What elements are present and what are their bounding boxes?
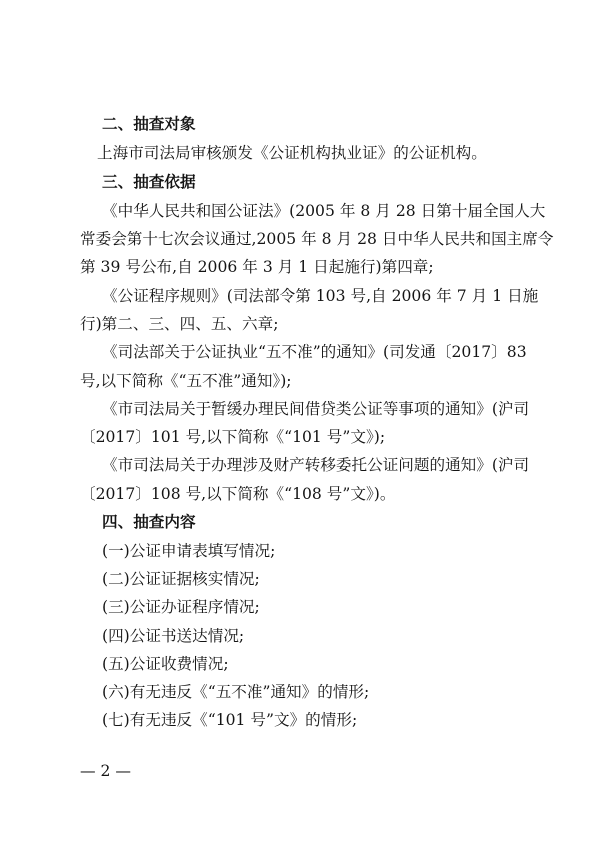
basis-line: 〔2017〕108 号,以下简称《“108 号”文》)。 bbox=[80, 485, 396, 503]
basis-line: 《中华人民共和国公证法》(2005 年 8 月 28 日第十届全国人大 bbox=[102, 202, 546, 220]
section-3-heading: 三、抽查依据 bbox=[102, 173, 196, 191]
basis-line: 常委会第十七次会议通过,2005 年 8 月 28 日中华人民共和国主席令 bbox=[80, 230, 554, 248]
basis-line: 《公证程序规则》(司法部令第 103 号,自 2006 年 7 月 1 日施 bbox=[102, 287, 539, 305]
content-item: (四)公证书送达情况; bbox=[102, 627, 245, 645]
content-item: (七)有无违反《“101 号”文》的情形; bbox=[102, 711, 358, 729]
basis-line: 《司法部关于公证执业“五不准”的通知》(司发通〔2017〕83 bbox=[102, 343, 527, 361]
basis-line: 《市司法局关于暂缓办理民间借贷类公证等事项的通知》(沪司 bbox=[102, 400, 530, 418]
basis-line: 《市司法局关于办理涉及财产转移委托公证问题的通知》(沪司 bbox=[102, 456, 530, 474]
content-item: (二)公证证据核实情况; bbox=[102, 570, 260, 588]
page-number: — 2 — bbox=[80, 762, 132, 780]
content-item: (一)公证申请表填写情况; bbox=[102, 542, 276, 560]
basis-line: 〔2017〕101 号,以下简称《“101 号”文》); bbox=[80, 428, 386, 446]
basis-line: 第 39 号公布,自 2006 年 3 月 1 日起施行)第四章; bbox=[80, 258, 434, 276]
basis-line: 号,以下简称《“五不准”通知》); bbox=[80, 372, 292, 390]
content-item: (三)公证办证程序情况; bbox=[102, 598, 260, 616]
basis-line: 行)第二、三、四、五、六章; bbox=[80, 315, 279, 333]
section-4-heading: 四、抽查内容 bbox=[102, 513, 196, 531]
section-2-heading: 二、抽查对象 bbox=[102, 115, 196, 133]
content-item: (五)公证收费情况; bbox=[102, 655, 229, 673]
section-2-body: 上海市司法局审核颁发《公证机构执业证》的公证机构。 bbox=[97, 144, 487, 162]
content-item: (六)有无违反《“五不准”通知》的情形; bbox=[102, 683, 370, 701]
